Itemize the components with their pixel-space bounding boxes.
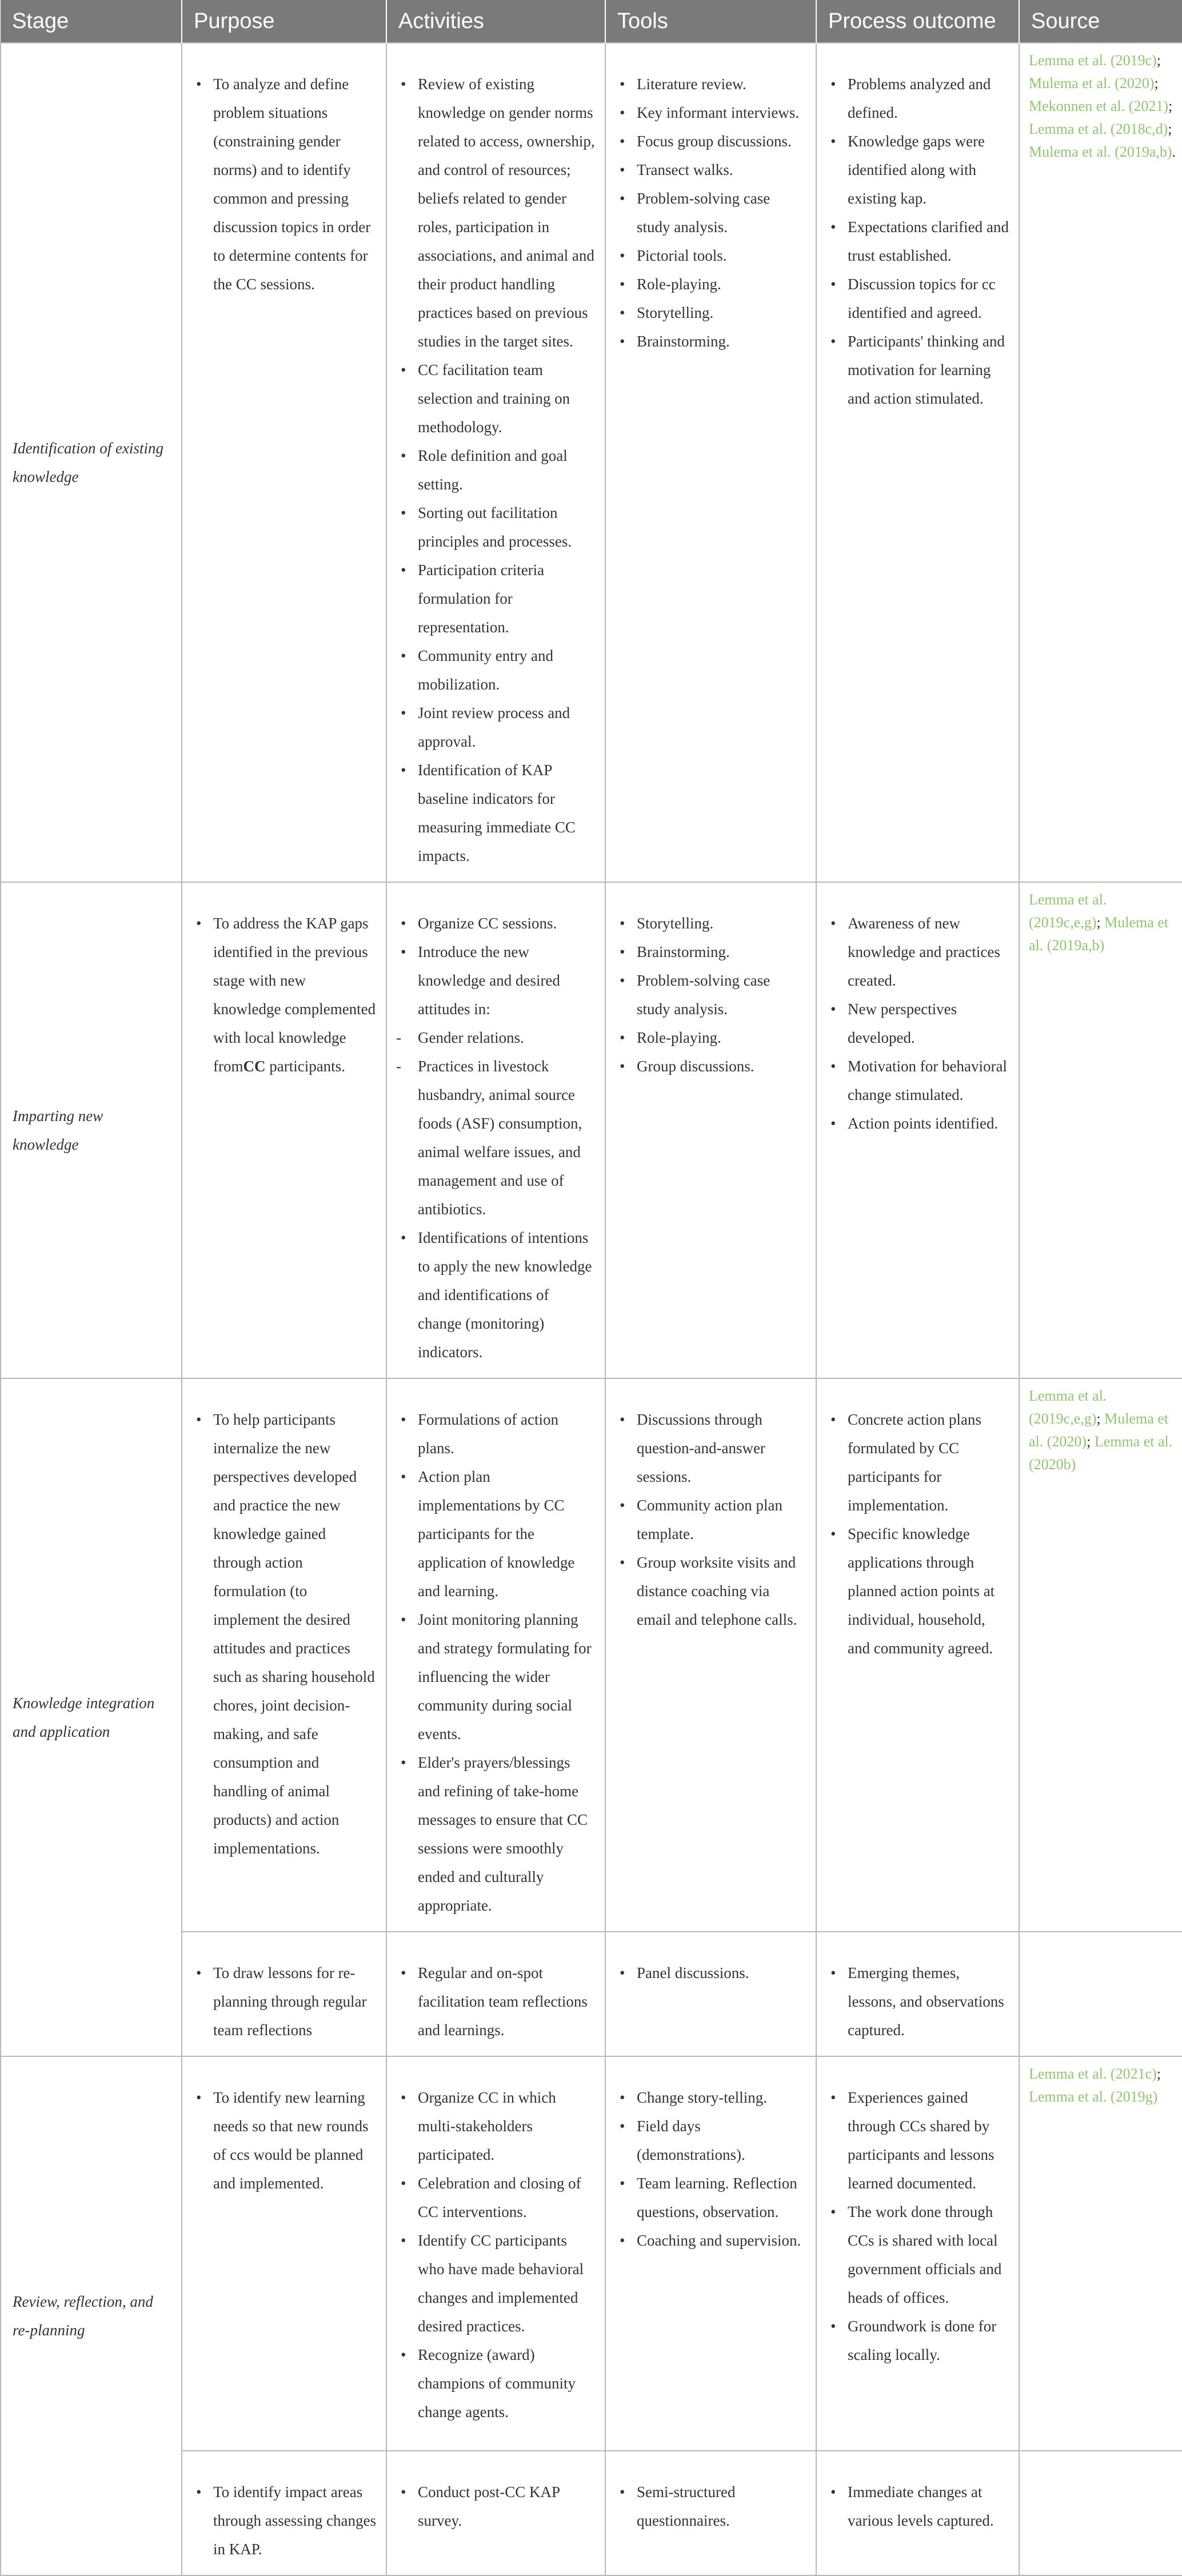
purpose-list <box>191 1959 377 2044</box>
outcome-list <box>826 909 1009 1138</box>
list-item: • Pictorial tools. <box>615 241 806 270</box>
list-item: • Literature review. <box>615 70 806 98</box>
source-cell <box>1019 882 1182 1378</box>
outcome-cell <box>816 2451 1019 2575</box>
source-separator: ; <box>1156 52 1161 69</box>
purpose-list <box>191 2083 377 2198</box>
list-item: • Brainstorming. <box>615 327 806 356</box>
list-item: • Participants' thinking and motivation for learning and action stimulated. <box>826 327 1009 413</box>
list-item: • Sorting out facilitation principles and processes. <box>396 499 596 556</box>
list-item: • Role-playing. <box>615 1023 806 1052</box>
list-item: • Formulations of action plans. <box>396 1405 596 1462</box>
source-link[interactable]: Mulema et al. (2020) <box>1029 1410 1169 1450</box>
activities-list <box>396 2083 596 2426</box>
purpose-text: To address the KAP gaps identified in the previous stage with new knowledge complemented with local knowledge from <box>213 915 376 1075</box>
list-item: • Discussions through question-and-answer sessions. <box>615 1405 806 1491</box>
list-item: • Focus group discussions. <box>615 127 806 155</box>
source-separator: ; <box>1154 75 1159 91</box>
purpose-list <box>191 1405 377 1863</box>
list-item: • Role-playing. <box>615 270 806 298</box>
outcome-cell <box>816 1378 1019 1932</box>
tools-list <box>615 1405 806 1634</box>
list-item: • To analyze and define problem situations (constraining gender norms) and to identify common and pressing discussion topics in order to determine contents for the CC sessions. <box>191 70 377 298</box>
source-link[interactable]: Lemma et al. (2021c) <box>1029 2065 1157 2082</box>
source-link[interactable]: Lemma et al. (2019c) <box>1029 52 1157 69</box>
list-item: • Problem-solving case study analysis. <box>615 966 806 1023</box>
tools-cell <box>605 2056 816 2451</box>
list-item: • To identify impact areas through assessing changes in KAP. <box>191 2478 377 2563</box>
list-item: • Action points identified. <box>826 1109 1009 1138</box>
outcome-list <box>826 2478 1009 2535</box>
purpose-cell <box>182 1378 386 1932</box>
source-separator: ; <box>1168 121 1172 137</box>
source-cell <box>1019 1378 1182 1932</box>
purpose-cell <box>182 2056 386 2451</box>
list-item: • Motivation for behavioral change stimulated. <box>826 1052 1009 1109</box>
list-item: • Identification of KAP baseline indicators for measuring immediate CC impacts. <box>396 756 596 870</box>
source-link[interactable]: Lemma et al. (2019c,e,g) <box>1029 1387 1107 1427</box>
activities-list <box>396 70 596 870</box>
list-item: • Change story-telling. <box>615 2083 806 2112</box>
table-row <box>1 882 1182 1378</box>
outcome-cell <box>816 2056 1019 2451</box>
activities-cell <box>386 1378 605 1932</box>
purpose-cell <box>182 2451 386 2575</box>
tools-list <box>615 909 806 1080</box>
source-separator: ; <box>1087 1433 1091 1450</box>
list-item: • Conduct post-CC KAP survey. <box>396 2478 596 2535</box>
list-item: • Experiences gained through CCs shared by participants and lessons learned documented. <box>826 2083 1009 2198</box>
activities-cell <box>386 2056 605 2451</box>
activities-list <box>396 1405 596 1920</box>
list-item: • Role definition and goal setting. <box>396 441 596 499</box>
list-item: • Recognize (award) champions of community change agents. <box>396 2340 596 2426</box>
source-separator: ; <box>1096 1410 1101 1427</box>
list-item: • Elder's prayers/blessings and refining of take-home messages to ensure that CC sessions were smoothly ended and culturally appropriate. <box>396 1748 596 1920</box>
source-link[interactable]: Lemma et al. (2020b) <box>1029 1433 1173 1473</box>
list-subitem: - Gender relations. <box>396 1023 596 1052</box>
header-row <box>1 0 1182 43</box>
source-cell <box>1019 1932 1182 2056</box>
list-item: • Team learning. Reflection questions, observation. <box>615 2169 806 2226</box>
stage-cell: Imparting new knowledge <box>1 882 182 1378</box>
list-item: • Immediate changes at various levels captured. <box>826 2478 1009 2535</box>
source-link[interactable]: Mulema et al. (2019a,b) <box>1029 914 1169 954</box>
header-purpose: Purpose <box>182 0 386 43</box>
source-link[interactable]: Mekonnen et al. (2021) <box>1029 98 1169 114</box>
list-item: • Action plan implementations by CC participants for the application of knowledge and learning. <box>396 1462 596 1605</box>
outcome-list <box>826 2083 1009 2369</box>
outcome-list <box>826 70 1009 413</box>
list-item: • Concrete action plans formulated by CC participants for implementation. <box>826 1405 1009 1520</box>
stage-cell: Identification of existing knowledge <box>1 43 182 882</box>
list-item: • To draw lessons for re-planning through regular team reflections <box>191 1959 377 2044</box>
list-item: • Joint review process and approval. <box>396 699 596 756</box>
list-item: • New perspectives developed. <box>826 995 1009 1052</box>
list-item: • Group worksite visits and distance coaching via email and telephone calls. <box>615 1548 806 1634</box>
tools-list <box>615 2083 806 2255</box>
outcome-list <box>826 1959 1009 2044</box>
tools-cell <box>605 2451 816 2575</box>
source-link[interactable]: Lemma et al. (2019c,e,g) <box>1029 891 1107 931</box>
list-item: • Semi-structured questionnaires. <box>615 2478 806 2535</box>
purpose-text-end: participants. <box>265 1058 345 1075</box>
table-row <box>1 43 1182 882</box>
list-item: • Community action plan template. <box>615 1491 806 1548</box>
list-item: • Joint monitoring planning and strategy formulating for influencing the wider community during social events. <box>396 1605 596 1748</box>
source-cell <box>1019 43 1182 882</box>
list-item: • Organize CC in which multi-stakeholders participated. <box>396 2083 596 2169</box>
tools-cell <box>605 882 816 1378</box>
outcome-list <box>826 1405 1009 1662</box>
outcome-cell <box>816 1932 1019 2056</box>
list-item: • Awareness of new knowledge and practices created. <box>826 909 1009 995</box>
source-link[interactable]: Mulema et al. (2020) <box>1029 75 1155 91</box>
header-tools: Tools <box>605 0 816 43</box>
header-stage: Stage <box>1 0 182 43</box>
list-item: • Celebration and closing of CC interventions. <box>396 2169 596 2226</box>
tools-cell <box>605 43 816 882</box>
table-row <box>1 2056 1182 2451</box>
purpose-cell <box>182 1932 386 2056</box>
source-separator: ; <box>1168 98 1173 114</box>
tools-list <box>615 70 806 356</box>
activities-list <box>396 2478 596 2535</box>
list-item: • Field days (demonstrations). <box>615 2112 806 2169</box>
purpose-emphasis: CC <box>243 1058 266 1075</box>
list-item: • Identify CC participants who have made behavioral changes and implemented desired practices. <box>396 2226 596 2340</box>
tools-cell <box>605 1932 816 2056</box>
activities-cell <box>386 882 605 1378</box>
list-item: • Storytelling. <box>615 298 806 327</box>
source-separator: . <box>1172 143 1176 160</box>
list-item: • To help participants internalize the new perspectives developed and practice the new knowledge gained through action formulation (to implement the desired attitudes and practices such as sharing household chores, joint decision-making, and safe consumption and handling of animal products) and action implementations. <box>191 1405 377 1863</box>
source-cell <box>1019 2056 1182 2451</box>
list-item: • CC facilitation team selection and training on methodology. <box>396 356 596 441</box>
list-item: • Knowledge gaps were identified along with existing kap. <box>826 127 1009 213</box>
source-link[interactable]: Lemma et al. (2019g) <box>1029 2088 1158 2105</box>
list-item: • Groundwork is done for scaling locally. <box>826 2312 1009 2369</box>
list-item: • Panel discussions. <box>615 1959 806 1987</box>
tools-cell <box>605 1378 816 1932</box>
list-item: • Key informant interviews. <box>615 98 806 127</box>
table-row <box>1 1378 1182 1932</box>
activities-cell <box>386 2451 605 2575</box>
list-item <box>191 909 377 1080</box>
list-item: • Organize CC sessions. <box>396 909 596 938</box>
stage-cell: Review, reflection, and re-planning <box>1 2056 182 2575</box>
list-item: • Transect walks. <box>615 155 806 184</box>
outcome-cell <box>816 882 1019 1378</box>
header-process-outcome: Process outcome <box>816 0 1019 43</box>
list-item: • Storytelling. <box>615 909 806 938</box>
purpose-list <box>191 2478 377 2563</box>
activities-cell <box>386 43 605 882</box>
stage-cell: Knowledge integration and application <box>1 1378 182 2056</box>
list-item: • Emerging themes, lessons, and observations captured. <box>826 1959 1009 2044</box>
list-item: • Problem-solving case study analysis. <box>615 184 806 241</box>
purpose-list <box>191 70 377 298</box>
activities-cell <box>386 1932 605 2056</box>
tools-list <box>615 1959 806 1987</box>
list-item: • Review of existing knowledge on gender norms related to access, ownership, and control of resources; beliefs related to gender roles, participation in associations, and animal and their product handling practices based on previous studies in the target sites. <box>396 70 596 356</box>
list-item: • Regular and on-spot facilitation team reflections and learnings. <box>396 1959 596 2044</box>
activities-list <box>396 1959 596 2044</box>
source-cell <box>1019 2451 1182 2575</box>
header-activities: Activities <box>386 0 605 43</box>
tools-list <box>615 2478 806 2535</box>
list-item: • Participation criteria formulation for representation. <box>396 556 596 641</box>
purpose-cell <box>182 43 386 882</box>
list-item: • Specific knowledge applications through planned action points at individual, household, and community agreed. <box>826 1520 1009 1662</box>
list-item: • Expectations clarified and trust established. <box>826 213 1009 270</box>
list-item: • Problems analyzed and defined. <box>826 70 1009 127</box>
activities-list <box>396 909 596 1366</box>
list-item: • To identify new learning needs so that new rounds of ccs would be planned and implemented. <box>191 2083 377 2198</box>
list-item: • Introduce the new knowledge and desired attitudes in: <box>396 938 596 1023</box>
list-item: • Coaching and supervision. <box>615 2226 806 2255</box>
list-item: • Community entry and mobilization. <box>396 641 596 699</box>
source-link[interactable]: Lemma et al. (2018c,d) <box>1029 121 1168 137</box>
source-link[interactable]: Mulema et al. (2019a,b) <box>1029 143 1172 160</box>
list-item: • Brainstorming. <box>615 938 806 966</box>
source-separator: ; <box>1096 914 1101 931</box>
list-item: • Discussion topics for cc identified and agreed. <box>826 270 1009 327</box>
outcome-cell <box>816 43 1019 882</box>
list-item: • Group discussions. <box>615 1052 806 1080</box>
list-item: • The work done through CCs is shared with local government officials and heads of offices. <box>826 2198 1009 2312</box>
list-item: • Identifications of intentions to apply the new knowledge and identifications of change (monitoring) indicators. <box>396 1223 596 1366</box>
list-subitem: - Practices in livestock husbandry, animal source foods (ASF) consumption, animal welfare issues, and management and use of antibiotics. <box>396 1052 596 1223</box>
source-separator: ; <box>1156 2065 1161 2082</box>
header-source: Source <box>1019 0 1182 43</box>
purpose-cell <box>182 882 386 1378</box>
purpose-list <box>191 909 377 1080</box>
